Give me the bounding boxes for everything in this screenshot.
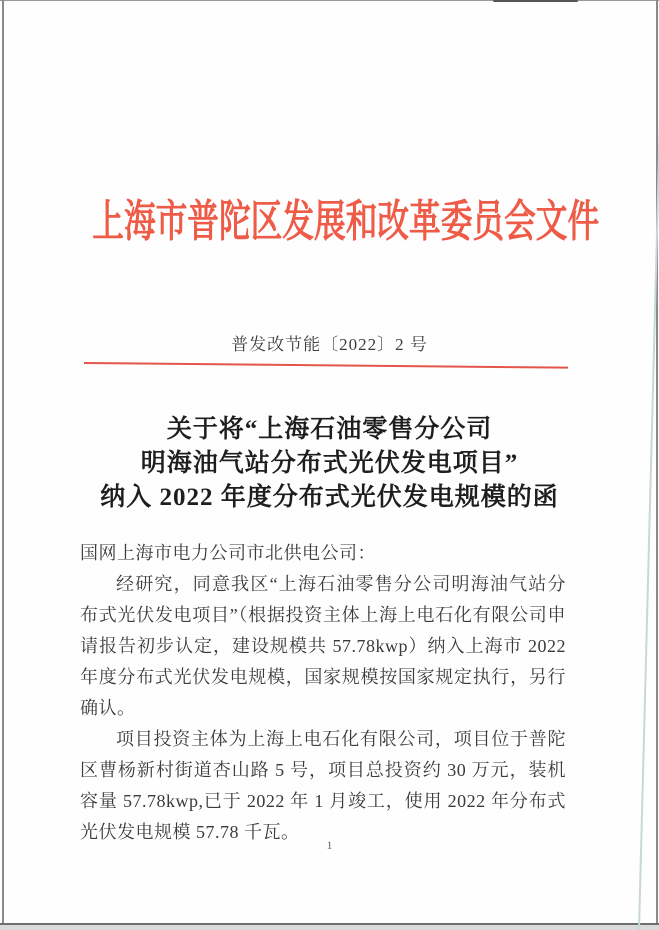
body-paragraph-1: 经研究，同意我区“上海石油零售分公司明海油气站分布式光伏发电项目”（根据投资主体上海上电石化有限公司申请报告初步认定，建设规模共 57.78kwp）纳入上海市 2022 年度分布式光伏发电规模，国家规模按国家规定执行，另行确认。 bbox=[80, 574, 566, 718]
agency-letterhead: 上海市普陀区发展和改革委员会文件 bbox=[92, 197, 600, 246]
page-number: 1 bbox=[326, 838, 333, 852]
document-title bbox=[0, 413, 659, 515]
document-title-line-3: 纳入 2022 年度分布式光伏发电规模的函 bbox=[100, 484, 559, 511]
scan-bottom-strip bbox=[0, 925, 659, 930]
red-separator-line bbox=[84, 362, 568, 369]
scan-smudge-top bbox=[493, 0, 578, 2]
document-body bbox=[80, 538, 566, 848]
body-paragraph-2: 项目投资主体为上海上电石化有限公司，项目位于普陀区曹杨新村街道杏山路 5 号，项目总投资约 30 万元，装机容量 57.78kwp,已于 2022 年 1 月竣工，使用 2022 年分布式光伏发电规模 57.78 千瓦。 bbox=[80, 729, 566, 842]
recipient-line: 国网上海市电力公司市北供电公司： bbox=[80, 543, 376, 563]
document-number: 普发改节能〔2022〕2 号 bbox=[231, 335, 428, 354]
document-title-line-2: 明海油气站分布式光伏发电项目” bbox=[140, 450, 519, 477]
document-title-line-1: 关于将“上海石油零售分公司 bbox=[166, 416, 493, 443]
